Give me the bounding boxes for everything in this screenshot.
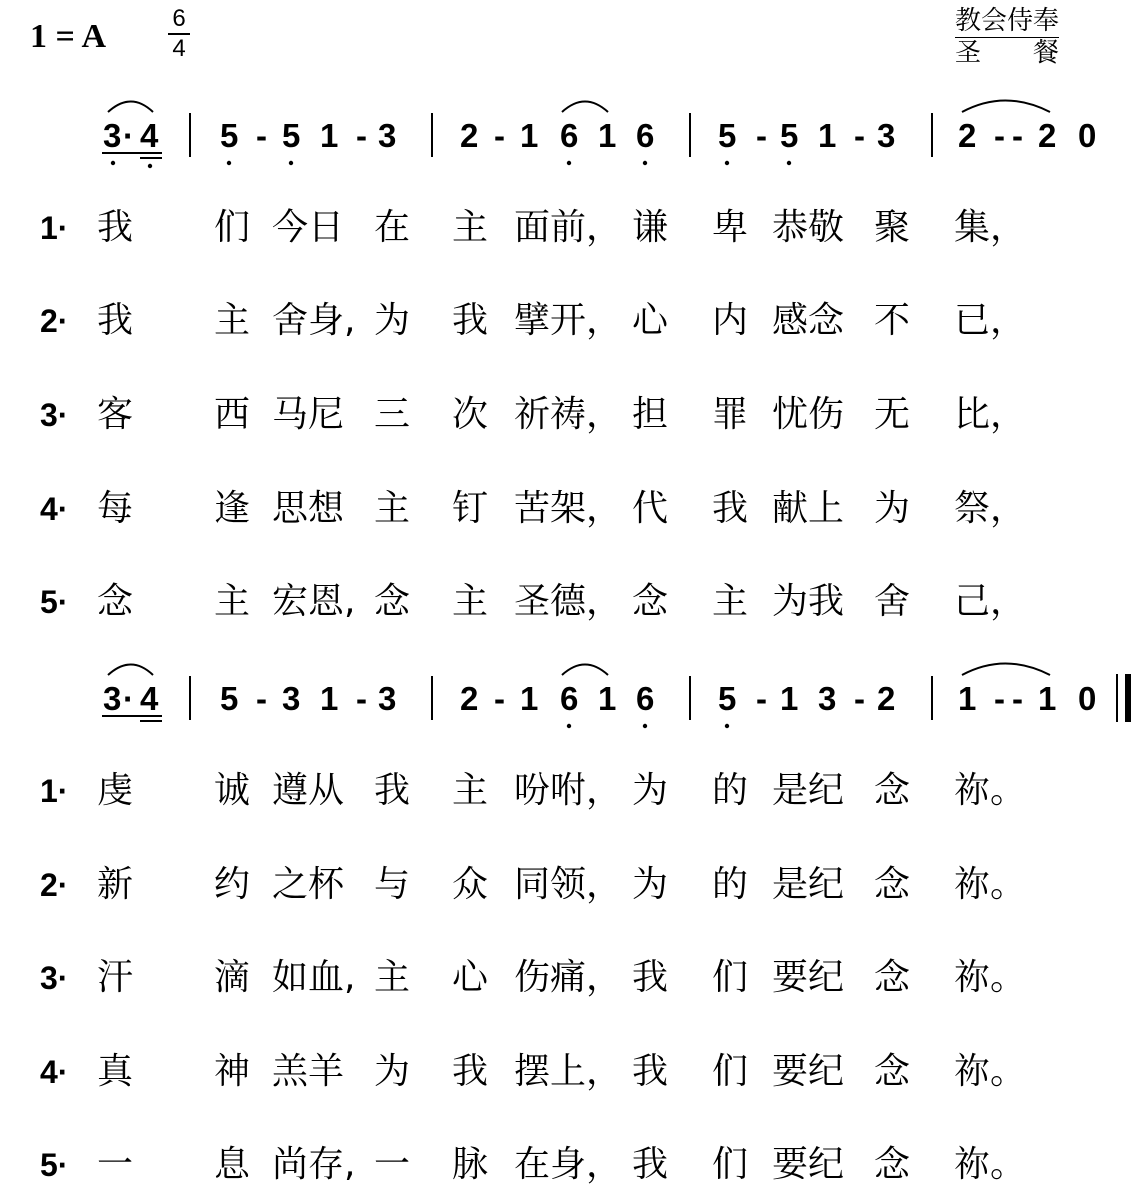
lyric-syllable: 卑 [712, 207, 749, 248]
subcategory-label [955, 38, 1059, 68]
verse-number: 2· [40, 867, 69, 903]
lyric-syllable: 担 [632, 394, 669, 435]
note: 6 [560, 680, 579, 717]
time-signature-top: 6 [172, 5, 186, 32]
lyric-syllable: 主 [214, 581, 251, 622]
verse-number: 2· [40, 303, 69, 339]
lyric-syllable: 我 [632, 957, 669, 998]
verse-number: 4· [40, 1054, 69, 1090]
lyric-syllable: 忧伤 [772, 394, 845, 435]
lyric-syllable: 舍 [874, 581, 911, 622]
lyric-syllable: 宏恩, [272, 581, 356, 622]
lyric-syllable: 要纪 [772, 1051, 845, 1092]
low-octave-dot [643, 724, 647, 728]
time-signature-bottom: 4 [172, 35, 186, 62]
lyric-line-2a [0, 296, 1148, 346]
lyric-syllable: 献上 [772, 488, 845, 529]
lyric-syllable: 我 [632, 1051, 669, 1092]
lyric-syllable: 真 [97, 1051, 134, 1092]
lyric-syllable: 与 [374, 864, 411, 905]
pickup-note: 4 [140, 680, 159, 717]
lyric-syllable: 面前， [514, 207, 623, 248]
note: 1 [958, 680, 977, 717]
note-rest: 0 [1078, 680, 1097, 717]
lyric-syllable: 为 [374, 1051, 411, 1092]
note: 1 [818, 117, 837, 154]
lyric-line-4a [0, 484, 1148, 534]
lyric-syllable: 擘开， [514, 300, 623, 341]
lyric-syllable: 心 [632, 300, 669, 341]
lyric-syllable: 集， [954, 207, 1027, 248]
lyric-syllable: 心 [452, 957, 489, 998]
lyric-syllable: 们 [214, 207, 251, 248]
lyric-syllable: 祢。 [954, 957, 1027, 998]
lyric-syllable: 主 [712, 581, 749, 622]
low-octave-dot [725, 724, 729, 728]
lyric-line-1b [0, 766, 1148, 816]
lyric-syllable: 谦 [632, 207, 669, 248]
lyric-syllable: 己， [954, 581, 1027, 622]
note: 6 [560, 117, 579, 154]
note: 3 [378, 117, 397, 154]
lyric-syllable: 诚 [214, 770, 251, 811]
lyric-syllable: 祈祷， [514, 394, 623, 435]
lyric-syllable: 一 [97, 1144, 134, 1185]
lyric-syllable: 是纪 [772, 864, 845, 905]
lyric-syllable: 我 [97, 300, 134, 341]
note-rest: 0 [1078, 117, 1097, 154]
lyric-syllable: 祢。 [954, 1144, 1027, 1185]
lyric-line-1a [0, 203, 1148, 253]
note-dash: - [494, 117, 505, 154]
lyric-syllable: 内 [712, 300, 749, 341]
pickup-note: 4 [140, 117, 159, 154]
lyric-syllable: 西 [214, 394, 251, 435]
lyric-syllable: 念 [874, 864, 911, 905]
lyric-syllable: 们 [712, 1051, 749, 1092]
pickup-note: 3 [103, 117, 122, 154]
lyric-syllable: 的 [712, 864, 749, 905]
hymn-category [955, 6, 1059, 68]
lyric-line-5b [0, 1140, 1148, 1190]
verse-number: 3· [40, 960, 69, 996]
lyric-syllable: 为 [374, 300, 411, 341]
note: 2 [877, 680, 896, 717]
note-dash: - [256, 680, 267, 717]
lyric-syllable: 息 [214, 1144, 251, 1185]
low-octave-dot [289, 161, 293, 165]
pickup-dot: · [123, 680, 134, 717]
tie-mark [562, 102, 608, 113]
subcategory-char-2: 餐 [1033, 38, 1060, 68]
low-octave-dot [148, 164, 152, 168]
note-dash: - [854, 680, 865, 717]
lyric-syllable: 每 [97, 488, 134, 529]
lyric-line-3b [0, 953, 1148, 1003]
note-dash: - [854, 117, 865, 154]
lyric-syllable: 为 [632, 864, 669, 905]
note-dash: - [756, 117, 767, 154]
verse-number: 4· [40, 491, 69, 527]
lyric-syllable: 如血, [272, 957, 356, 998]
note-dash: - [756, 680, 767, 717]
note: 1 [598, 680, 617, 717]
lyric-syllable: 逢 [214, 488, 251, 529]
tie-mark [108, 102, 153, 113]
lyric-syllable: 之杯 [272, 864, 345, 905]
lyric-syllable: 客 [97, 394, 134, 435]
lyric-syllable: 主 [374, 488, 411, 529]
lyric-syllable: 祢。 [954, 864, 1027, 905]
lyric-syllable: 思想 [272, 488, 345, 529]
lyric-line-4b [0, 1047, 1148, 1097]
lyric-syllable: 舍身, [272, 300, 356, 341]
lyric-syllable: 代 [632, 488, 669, 529]
note-dash: - [356, 117, 367, 154]
note: 5 [718, 680, 737, 717]
lyric-syllable: 要纪 [772, 1144, 845, 1185]
lyric-line-2b [0, 860, 1148, 910]
lyric-syllable: 祢。 [954, 770, 1027, 811]
tie-mark [108, 665, 153, 676]
low-octave-dot [643, 161, 647, 165]
note: 1 [320, 680, 339, 717]
lyric-syllable: 羔羊 [272, 1051, 345, 1092]
notation-staff-2 [0, 658, 1148, 738]
note-dash: - [994, 680, 1005, 717]
note: 3 [818, 680, 837, 717]
lyric-syllable: 我 [374, 770, 411, 811]
subcategory-char-1: 圣 [955, 38, 982, 68]
note: 1 [598, 117, 617, 154]
lyric-syllable: 我 [452, 300, 489, 341]
lyric-syllable: 吩咐， [514, 770, 623, 811]
lyric-syllable: 要纪 [772, 957, 845, 998]
note-dash: - [494, 680, 505, 717]
note: 6 [636, 680, 655, 717]
lyric-syllable: 不 [874, 300, 911, 341]
note: 5 [282, 117, 301, 154]
verse-number: 5· [40, 584, 69, 620]
lyric-syllable: 钉 [452, 488, 489, 529]
lyric-syllable: 念 [97, 581, 134, 622]
notation-staff-1 [0, 95, 1148, 175]
lyric-syllable: 在身， [514, 1144, 623, 1185]
lyric-syllable: 滴 [214, 957, 251, 998]
note-dash: - [256, 117, 267, 154]
note: 2 [460, 117, 479, 154]
lyric-syllable: 主 [452, 207, 489, 248]
pickup-dot: · [123, 117, 134, 154]
lyric-syllable: 为 [874, 488, 911, 529]
low-octave-dot [567, 161, 571, 165]
lyric-syllable: 遵从 [272, 770, 345, 811]
verse-number: 5· [40, 1147, 69, 1183]
pickup-note: 3 [103, 680, 122, 717]
lyric-syllable: 念 [874, 957, 911, 998]
lyric-syllable: 神 [214, 1051, 251, 1092]
note: 2 [958, 117, 977, 154]
lyric-syllable: 们 [712, 957, 749, 998]
note-dash: - [1012, 117, 1023, 154]
lyric-syllable: 我 [632, 1144, 669, 1185]
lyric-syllable: 次 [452, 394, 489, 435]
lyric-syllable: 的 [712, 770, 749, 811]
note: 5 [220, 117, 239, 154]
lyric-syllable: 约 [214, 864, 251, 905]
note-dash: - [994, 117, 1005, 154]
lyric-syllable: 同领， [514, 864, 623, 905]
lyric-syllable: 无 [874, 394, 911, 435]
lyric-syllable: 念 [374, 581, 411, 622]
note: 3 [282, 680, 301, 717]
lyric-syllable: 苦架， [514, 488, 623, 529]
lyric-syllable: 罪 [712, 394, 749, 435]
verse-number: 1· [40, 773, 69, 809]
lyric-syllable: 摆上， [514, 1051, 623, 1092]
note: 1 [1038, 680, 1057, 717]
category-label: 教会侍奉 [955, 6, 1060, 36]
note: 1 [520, 680, 539, 717]
lyric-syllable: 已， [954, 300, 1027, 341]
note: 5 [780, 117, 799, 154]
lyric-syllable: 我 [97, 207, 134, 248]
note: 2 [460, 680, 479, 717]
lyric-syllable: 众 [452, 864, 489, 905]
lyric-syllable: 主 [214, 300, 251, 341]
note: 6 [636, 117, 655, 154]
note-dash: - [1012, 680, 1023, 717]
lyric-syllable: 三 [374, 394, 411, 435]
lyric-syllable: 主 [452, 770, 489, 811]
low-octave-dot [787, 161, 791, 165]
lyric-syllable: 念 [874, 1144, 911, 1185]
tie-mark [962, 101, 1050, 113]
note-dash: - [356, 680, 367, 717]
lyric-syllable: 我 [712, 488, 749, 529]
lyric-syllable: 主 [452, 581, 489, 622]
lyric-syllable: 念 [632, 581, 669, 622]
low-octave-dot [227, 161, 231, 165]
key-signature: 1 = A [30, 18, 107, 55]
note: 3 [877, 117, 896, 154]
note: 1 [780, 680, 799, 717]
lyric-syllable: 在 [374, 207, 411, 248]
lyric-line-5a [0, 577, 1148, 627]
lyric-syllable: 念 [874, 1051, 911, 1092]
lyric-syllable: 为 [632, 770, 669, 811]
time-signature [168, 6, 190, 62]
lyric-syllable: 感念 [772, 300, 845, 341]
lyric-syllable: 脉 [452, 1144, 489, 1185]
note: 5 [718, 117, 737, 154]
lyric-syllable: 念 [874, 770, 911, 811]
tie-mark [562, 665, 608, 676]
lyric-syllable: 是纪 [772, 770, 845, 811]
lyric-syllable: 圣德， [514, 581, 623, 622]
lyric-syllable: 一 [374, 1144, 411, 1185]
note: 2 [1038, 117, 1057, 154]
lyric-syllable: 为我 [772, 581, 845, 622]
verse-number: 1· [40, 210, 69, 246]
note: 3 [378, 680, 397, 717]
lyric-syllable: 恭敬 [772, 207, 845, 248]
lyric-syllable: 马尼 [272, 394, 345, 435]
lyric-syllable: 比， [954, 394, 1027, 435]
note: 5 [220, 680, 239, 717]
lyric-line-3a [0, 390, 1148, 440]
lyric-syllable: 主 [374, 957, 411, 998]
lyric-syllable: 今日 [272, 207, 345, 248]
note: 1 [520, 117, 539, 154]
lyric-syllable: 祭， [954, 488, 1027, 529]
lyric-syllable: 聚 [874, 207, 911, 248]
lyric-syllable: 我 [452, 1051, 489, 1092]
low-octave-dot [725, 161, 729, 165]
lyric-syllable: 们 [712, 1144, 749, 1185]
tie-mark [962, 664, 1050, 676]
lyric-syllable: 尚存, [272, 1144, 356, 1185]
lyric-syllable: 伤痛， [514, 957, 623, 998]
lyric-syllable: 新 [97, 864, 134, 905]
note: 1 [320, 117, 339, 154]
lyric-syllable: 汗 [97, 957, 134, 998]
low-octave-dot [567, 724, 571, 728]
lyric-syllable: 虔 [97, 770, 134, 811]
low-octave-dot [111, 161, 115, 165]
verse-number: 3· [40, 397, 69, 433]
lyric-syllable: 祢。 [954, 1051, 1027, 1092]
